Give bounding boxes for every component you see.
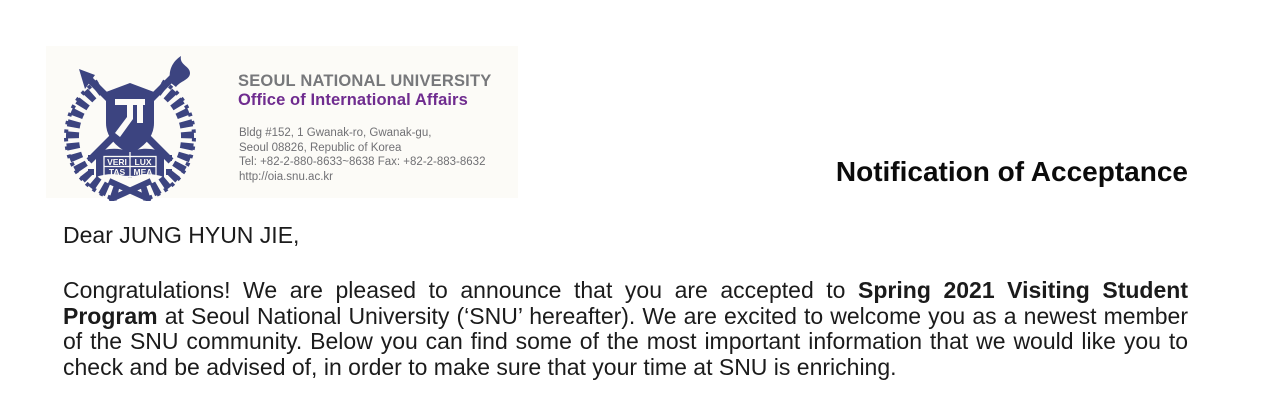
university-name: SEOUL NATIONAL UNIVERSITY xyxy=(238,72,492,90)
emblem-motto-veri: VERI xyxy=(107,157,127,167)
emblem-motto-tas: TAS xyxy=(108,166,126,177)
address-line-city: Seoul 08826, Republic of Korea xyxy=(239,141,402,154)
emblem-motto-lux: LUX xyxy=(134,157,152,167)
salutation: Dear JUNG HYUN JIE, xyxy=(63,222,300,248)
shield-icon xyxy=(106,83,154,154)
paragraph-rest-text: at Seoul National University (‘SNU’ hereafter). We are excited to welcome you as a newest member of the SNU community. Below you can find some of the most important information that we would like you to check and be advised of, in order to make sure that your time at SNU is enriching. xyxy=(63,302,1188,381)
letterhead-address xyxy=(239,126,485,184)
emblem-motto-mea: MEA xyxy=(133,166,153,177)
address-line-website: http://oia.snu.ac.kr xyxy=(239,170,333,183)
address-line-phone-fax: Tel: +82-2-880-8633~8638 Fax: +82-2-883-8632 xyxy=(239,156,486,169)
body-paragraph xyxy=(63,278,1188,381)
paragraph-highlight-program-name: Spring 2021 Visiting Student Program xyxy=(63,277,1188,329)
paragraph-lead-text: Congratulations! We are pleased to announce that you are accepted to xyxy=(63,277,859,303)
document-title: Notification of Acceptance xyxy=(835,156,1188,187)
open-book-icon xyxy=(88,149,172,178)
office-name: Office of International Affairs xyxy=(238,91,468,109)
snu-emblem-logo xyxy=(57,55,203,201)
address-line-building: Bldg #152, 1 Gwanak-ro, Gwanak-gu, xyxy=(239,127,432,139)
